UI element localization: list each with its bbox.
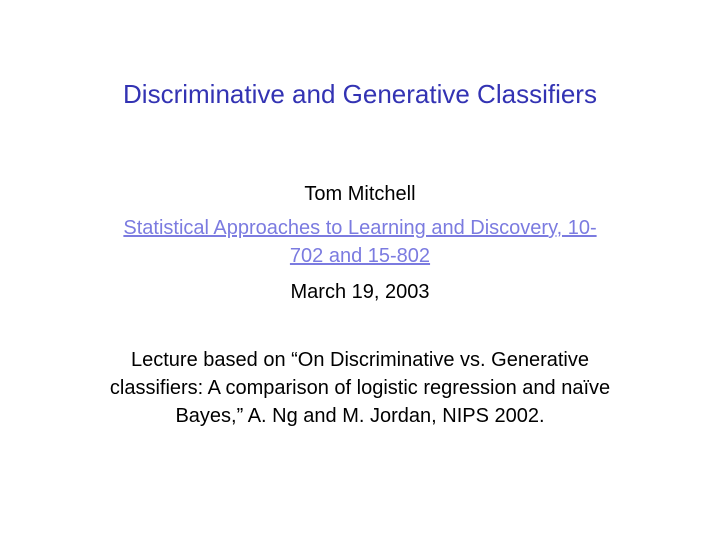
lecture-reference: Lecture based on “On Discriminative vs. Generative classifiers: A comparison of logistic regression and naïve Bayes,” A. Ng and M. Jordan, NIPS 2002. <box>109 349 611 427</box>
course-link[interactable]: Statistical Approaches to Learning and Discovery, 10-702 and 15-802 <box>123 217 597 267</box>
author-name: Tom Mitchell <box>304 183 416 205</box>
slide-title: Discriminative and Generative Classifiers <box>123 79 597 109</box>
lecture-date: March 19, 2003 <box>290 281 430 303</box>
course-link-container <box>110 214 610 270</box>
